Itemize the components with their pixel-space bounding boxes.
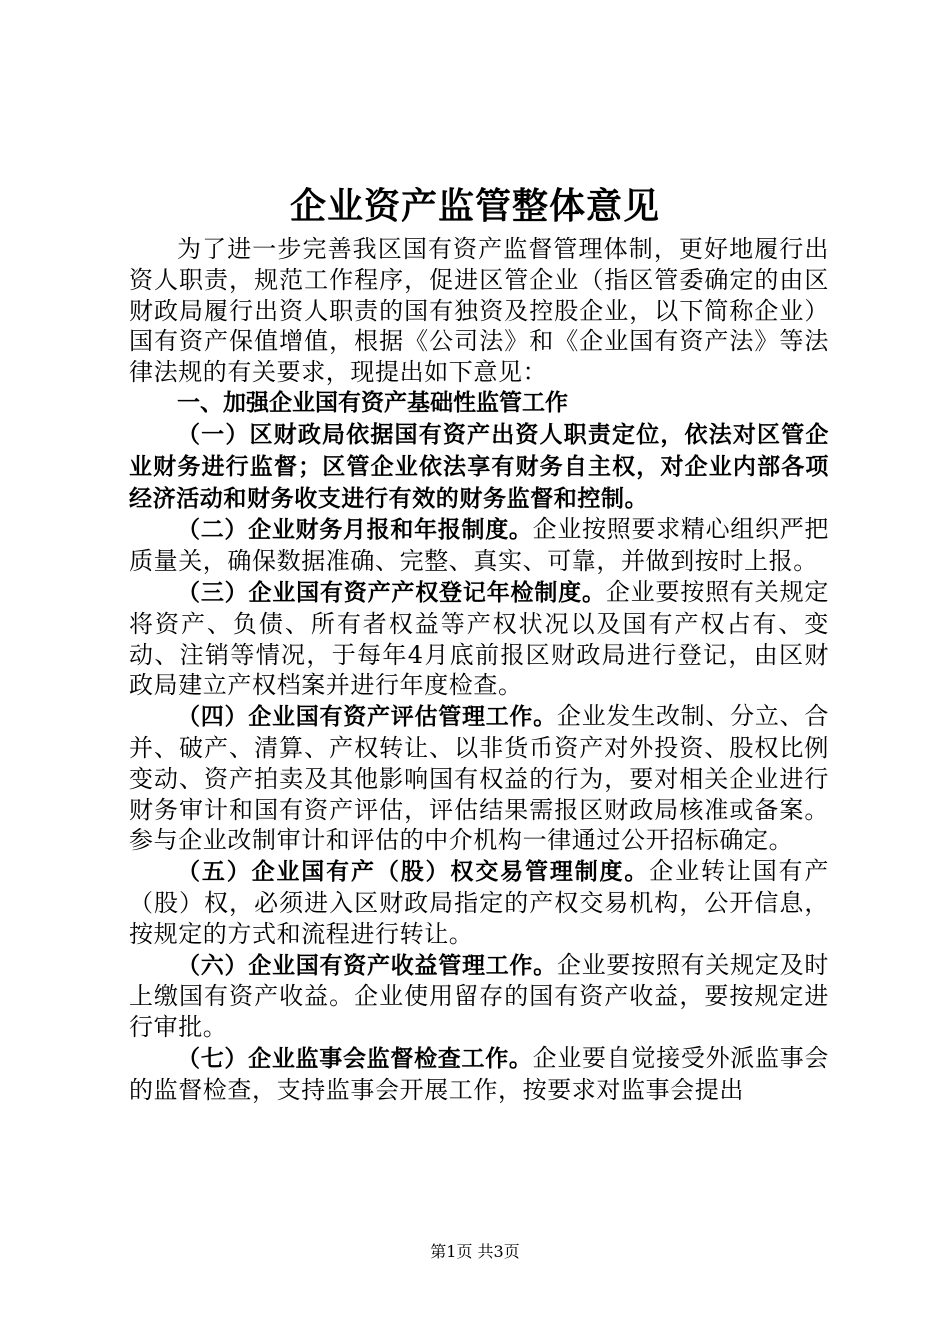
- item-lead: （七）企业监事会监督检查工作。: [177, 1045, 533, 1072]
- item-text: 企业发生改制、分立、合并、破产、清算、产权转让、以非货币资产对外投资、股权比例变动、资产拍卖及其他影响国有权益的行为，要对相关企业进行财务审计和国有资产评估，评估结果需报区财政局核准或备案。参与企业改制审计和评估的中介机构一律通过公开招标确定。: [129, 702, 829, 855]
- item-text: 企业要按照有关规定将资产、负债、所有者权益等产权状况以及国有产权占有、变动、注销等情况，于每年4月底前报区财政局进行登记，由区财政局建立产权档案并进行年度检查。: [129, 577, 829, 700]
- section-heading: 一、加强企业国有资产基础性监管工作: [177, 389, 568, 416]
- item-paragraph-4: [129, 701, 829, 856]
- intro-paragraph: 为了进一步完善我区国有资产监督管理体制，更好地履行出资人职责，规范工作程序，促进区管企业（指区管委确定的由区财政局履行出资人职责的国有独资及控股企业，以下简称企业）国有资产保值增值，根据《公司法》和《企业国有资产法》等法律法规的有关要求，现提出如下意见：: [129, 235, 829, 387]
- item-lead: （一）区财政局依据国有资产出资人职责定位，依法对区管企业财务进行监督；区管企业依法享有财务自主权，对企业内部各项经济活动和财务收支进行有效的财务监督和控制。: [129, 421, 829, 512]
- item-text: 企业按照要求精心组织严把质量关，确保数据准确、完整、真实、可靠，并做到按时上报。: [129, 515, 830, 576]
- item-text: 企业转让国有产（股）权，必须进入区财政局指定的产权交易机构，公开信息，按规定的方式和流程进行转让。: [129, 857, 829, 948]
- item-text: 企业要按照有关规定及时上缴国有资产收益。企业使用留存的国有资产收益，要按规定进行审批。: [129, 950, 829, 1042]
- item-lead: （三）企业国有资产产权登记年检制度。: [177, 579, 606, 606]
- item-paragraph-3: [129, 577, 829, 701]
- item-paragraph-6: [129, 950, 829, 1043]
- document-title: 企业资产监管整体意见: [289, 186, 660, 227]
- item-paragraph-2: [129, 514, 829, 577]
- item-lead: （五）企业国有产（股）权交易管理制度。: [177, 859, 650, 886]
- page-footer: 第1页 共3页: [430, 1242, 520, 1261]
- item-lead: （四）企业国有资产评估管理工作。: [177, 704, 557, 731]
- item-paragraph-1: [129, 419, 829, 514]
- item-lead: （二）企业财务月报和年报制度。: [177, 517, 533, 544]
- item-lead: （六）企业国有资产收益管理工作。: [177, 952, 557, 979]
- item-text: 企业要自觉接受外派监事会的监督检查，支持监事会开展工作，按要求对监事会提出: [129, 1043, 830, 1104]
- item-paragraph-5: [129, 856, 829, 949]
- item-paragraph-7: [129, 1043, 829, 1106]
- document-body: [129, 234, 829, 1106]
